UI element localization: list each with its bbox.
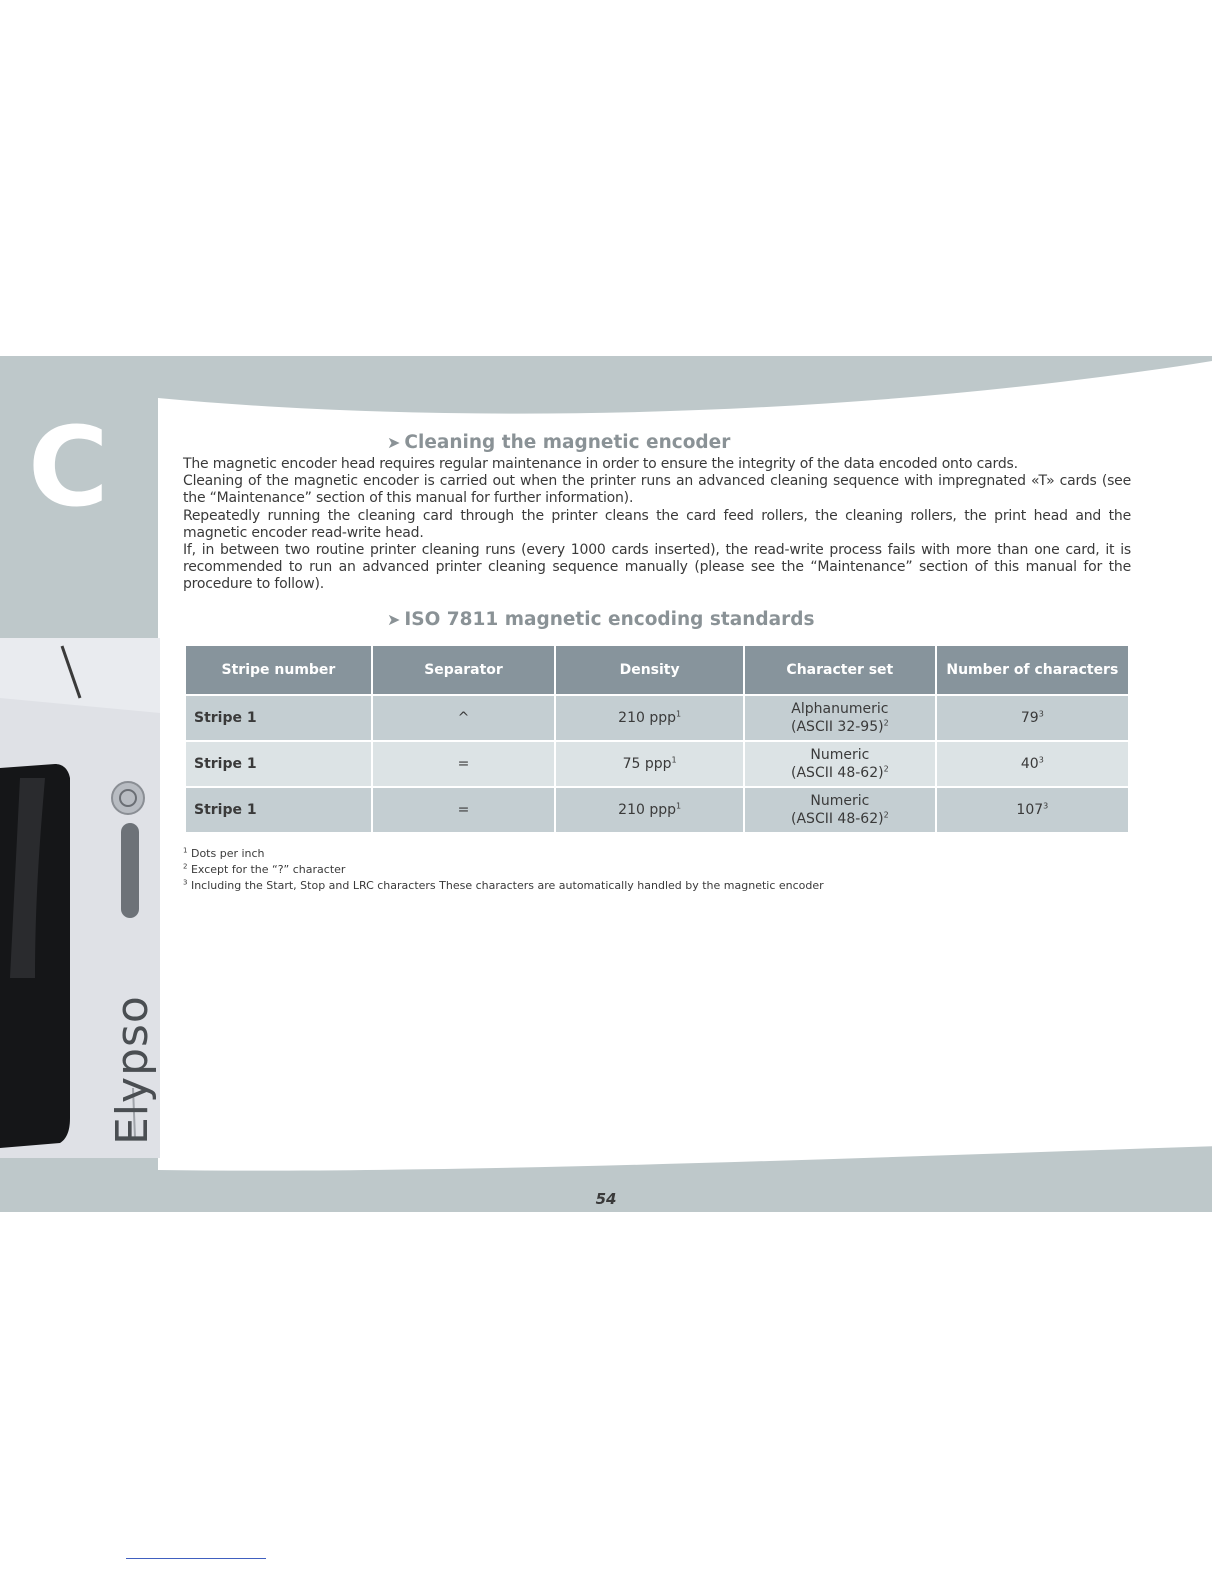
footnote: $^3$ Including the Start, Stop and LRC characters These characters are automatically handled by the magnetic encoder <box>183 878 824 892</box>
arrow-right-icon: ➤ <box>387 610 401 629</box>
paragraph: The magnetic encoder head requires regular maintenance in order to ensure the integrity of the data encoded onto cards. <box>183 456 1018 472</box>
section-heading-text: ISO 7811 magnetic encoding standards <box>404 609 815 630</box>
cell-separator: = <box>372 741 555 787</box>
column-header: Density <box>555 645 744 695</box>
cell-stripe: Stripe 1 <box>185 741 372 787</box>
table-header-row <box>185 645 1129 695</box>
cell-charset: Alphanumeric (ASCII 32-95)$^2$ <box>744 695 936 741</box>
cell-density: 210 ppp$^1$ <box>555 695 744 741</box>
cell-count: $40^3$ <box>936 741 1129 787</box>
cell-separator: ^ <box>372 695 555 741</box>
cell-stripe: Stripe 1 <box>185 787 372 833</box>
cell-charset: Numeric (ASCII 48-62)$^2$ <box>744 741 936 787</box>
cell-charset: Numeric (ASCII 48-62)$^2$ <box>744 787 936 833</box>
cell-count: $79^3$ <box>936 695 1129 741</box>
brand-logo-text: Elypso <box>107 995 158 1145</box>
cleaning-body <box>183 456 1131 594</box>
page-number: 54 <box>595 1190 617 1208</box>
iso-table <box>184 644 1130 834</box>
cell-density: 210 ppp$^1$ <box>555 787 744 833</box>
footnote: $^2$ Except for the “?” character <box>183 862 346 876</box>
section-heading-cleaning <box>387 432 730 453</box>
link-underline <box>126 1558 266 1559</box>
table-row <box>185 695 1129 741</box>
cell-separator: = <box>372 787 555 833</box>
arrow-right-icon: ➤ <box>387 433 401 452</box>
cell-density: 75 ppp$^1$ <box>555 741 744 787</box>
cell-count: $107^3$ <box>936 787 1129 833</box>
card-top-curve <box>158 356 1212 426</box>
column-header: Separator <box>372 645 555 695</box>
section-heading-iso <box>387 609 814 630</box>
footnotes <box>183 846 824 894</box>
cell-stripe: Stripe 1 <box>185 695 372 741</box>
footnote: $^1$ Dots per inch <box>183 846 265 860</box>
column-header: Stripe number <box>185 645 372 695</box>
table-row <box>185 741 1129 787</box>
table-row <box>185 787 1129 833</box>
column-header: Character set <box>744 645 936 695</box>
paragraph: If, in between two routine printer cleaning runs (every 1000 cards inserted), the read-write process fails with more than one card, it is recommended to run an advanced printer cleaning sequence manually (please see the “Maintenance” section of this manual for the procedure to follow). <box>183 542 1131 593</box>
section-heading-text: Cleaning the magnetic encoder <box>404 432 731 453</box>
chapter-letter: C <box>28 403 109 531</box>
column-header: Number of characters <box>936 645 1129 695</box>
paragraph: Repeatedly running the cleaning card through the printer cleans the card feed rollers, the cleaning rollers, the print head and the magnetic encoder read-write head. <box>183 507 1131 541</box>
paragraph: Cleaning of the magnetic encoder is carried out when the printer runs an advanced cleaning sequence with impregnated «T» cards (see the “Maintenance” section of this manual for further information). <box>183 473 1131 507</box>
